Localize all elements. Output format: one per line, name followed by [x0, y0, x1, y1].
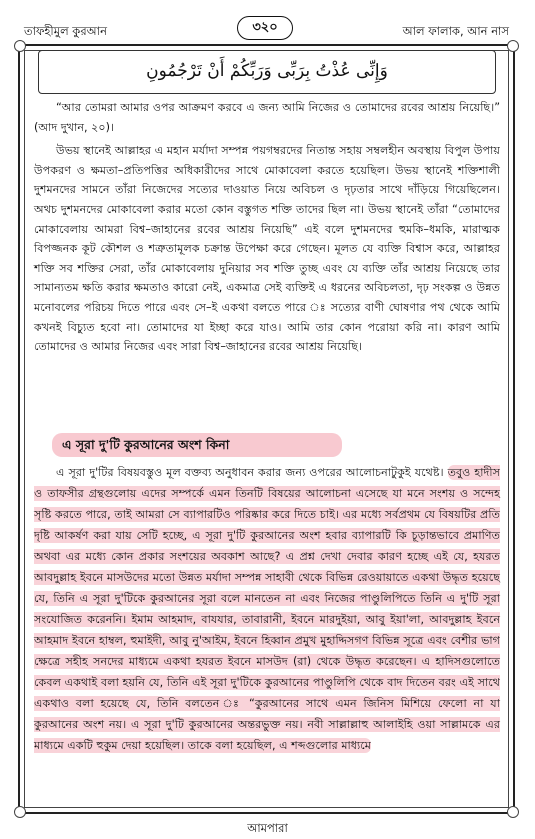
corner-ornament — [507, 806, 519, 818]
page-footer: আমপারা — [247, 821, 288, 835]
section-heading: এ সূরা দু'টি কুরআনের অংশ কিনা — [52, 433, 342, 457]
body-paragraph — [34, 462, 500, 756]
surah-title: আল ফালাক, আন নাস — [402, 24, 509, 38]
page-number: ৩২০ — [237, 16, 293, 40]
book-title: তাফহীমুল কুরআন — [24, 24, 107, 38]
corner-ornament — [14, 806, 26, 818]
page-header — [18, 16, 515, 42]
section-text — [34, 462, 500, 756]
corner-ornament — [507, 40, 519, 52]
arabic-verse: وَإِنِّى عُذْتُ بِرَبِّى وَرَبِّكُمْ أَنْ تَرْجُمُونِ — [38, 50, 496, 94]
body-paragraph: উভয় স্থানেই আল্লাহর এ মহান মর্যাদা সম্পন্ন পয়গম্বরদের নিতান্ত সহায় সম্বলহীন অবস্থায় বিপুল উপায় উপকরণ ও ক্ষমতা–প্রতিপত্তির অধিকারীদের সাথে মোকাবেলা করতে হয়েছিল। উভয় স্থানেই শক্তিশালী দুশমনদের সামনে তাঁরা নিজেদের সত্যের দাওয়াত নিয়ে অবিচল ও দৃঢ়তার সাথে দাঁড়িয়ে গিয়েছিলেন। অথচ দুশমনদের মোকাবেলা করার মতো কোন বস্তুগত শক্তি তাদের ছিল না। উভয় স্থানেই তাঁরা “তোমাদের মোকাবেলায় আমরা বিশ্ব–জাহানের রবের আশ্রয় নিয়েছি” এই বলে দুশমনদের হুমকি–ধমকি, মারাত্মক বিপজ্জনক কূট কৌশল ও শত্রুতামূলক চক্রান্ত উপেক্ষা করে গেছেন। মূলত যে ব্যক্তি বিশ্বাস করে, আল্লাহর শক্তি সব শক্তির সেরা, তাঁর মোকাবেলায় দুনিয়ার সব শক্তি তুচ্ছ এবং যে ব্যক্তি তাঁর আশ্রয় নিয়েছে তার সামান্যতম ক্ষতি করার ক্ষমতাও কারো নেই, একমাত্র সেই ব্যক্তিই এ ধরনের অবিচলতা, দৃঢ় সংকল্প ও উন্নত মনোবলের পরিচয় দিতে পারে এবং সে–ই একথা বলতে পারে ঃ সত্যের বাণী ঘোষণার পথ থেকে আমি কখনই বিচ্যুত হবো না। তোমাদের যা ইচ্ছা করে যাও। আমি তার কোন পরোয়া করি না। কারণ আমি তোমাদের ও আমার নিজের এবং সারা বিশ্ব–জাহানের রবের আশ্রয় নিয়েছি। — [34, 144, 500, 354]
paragraph-lead: এ সূরা দু'টির বিষয়বস্তুও মূল বক্তব্য অনুধাবন করার জন্য ওপরের আলোচনাটুকুই যথেষ্ট। — [56, 466, 444, 479]
main-text — [34, 98, 500, 359]
corner-ornament — [14, 40, 26, 52]
quote-paragraph: “আর তোমরা আমার ওপর আক্রমণ করবে এ জন্য আমি নিজের ও তোমাদের রবের আশ্রয় নিয়েছি।” (আদ দুখান, ২০)। — [34, 101, 500, 134]
highlighted-text: তবুও হাদীস ও তাফসীর গ্রন্থগুলোয় এদের সম্পর্কে এমন তিনটি বিষয়ের আলোচনা এসেছে যা মনে সংশয় ও সন্দেহ সৃষ্টি করতে পারে, তাই আমরা সে ব্যাপারটিও পরিষ্কার করে দিতে চাই। এর মধ্যে সর্বপ্রথম যে বিষয়টির প্রতি দৃষ্টি আকর্ষণ করা যায় সেটি হচ্ছে, এ সূরা দু'টি কুরআনের অংশ হবার ব্যাপারটি কি চূড়ান্তভাবে প্রমাণিত অথবা এর মধ্যে কোন প্রকার সংশয়ের অবকাশ আছে? এ প্রশ্ন দেখা দেবার কারণ হচ্ছে এই যে, হযরত আবদুল্লাহ ইবনে মাসউদের মতো উন্নত মর্যাদা সম্পন্ন সাহাবী থেকে বিভিন্ন রেওয়ায়াতে একথা উদ্ধৃত হয়েছে যে, তিনি এ সূরা দু'টিকে কুরআনের সূরা বলে মানতেন না এবং নিজের পাণ্ডুলিপিতে তিনি এ দু'টি সূরা সংযোজিত করেননি। ইমাম আহমাদ, বাযযার, তাবারানী, ইবনে মারদুইয়া, আবু ইয়া'লা, আবদুল্লাহ ইবনে আহমাদ ইবনে হাম্বল, হুমাইদী, আবু নু'আইম, ইবনে হিব্বান প্রমুখ মুহাদ্দিসগণ বিভিন্ন সূত্রে এবং বেশীর ভাগ ক্ষেত্রে সহীহ সনদের মাধ্যমে একথা হযরত ইবনে মাসউদ (রা) থেকে উদ্ধৃত করেছেন। এ হাদিসগুলোতে কেবল একথাই বলা হয়নি যে, তিনি এই সূরা দু'টিকে কুরআনের পাণ্ডুলিপি থেকে বাদ দিতেন বরং এই সাথে একথাও বলা হয়েছে যে, তিনি বলতেন ঃ “কুরআনের সাথে এমন জিনিস মিশিয়ে ফেলো না যা কুরআনের অংশ নয়। এ সূরা দু'টি কুরআনের অন্তরভুক্ত নয়। নবী সাল্লাল্লাহু আলাইহি ওয়া সাল্লামকে এর মাধ্যমে একটি হুকুম দেয়া হয়েছিল। তাকে বলা হয়েছিল, এ শব্দগুলোর মাধ্যমে — [34, 466, 500, 752]
